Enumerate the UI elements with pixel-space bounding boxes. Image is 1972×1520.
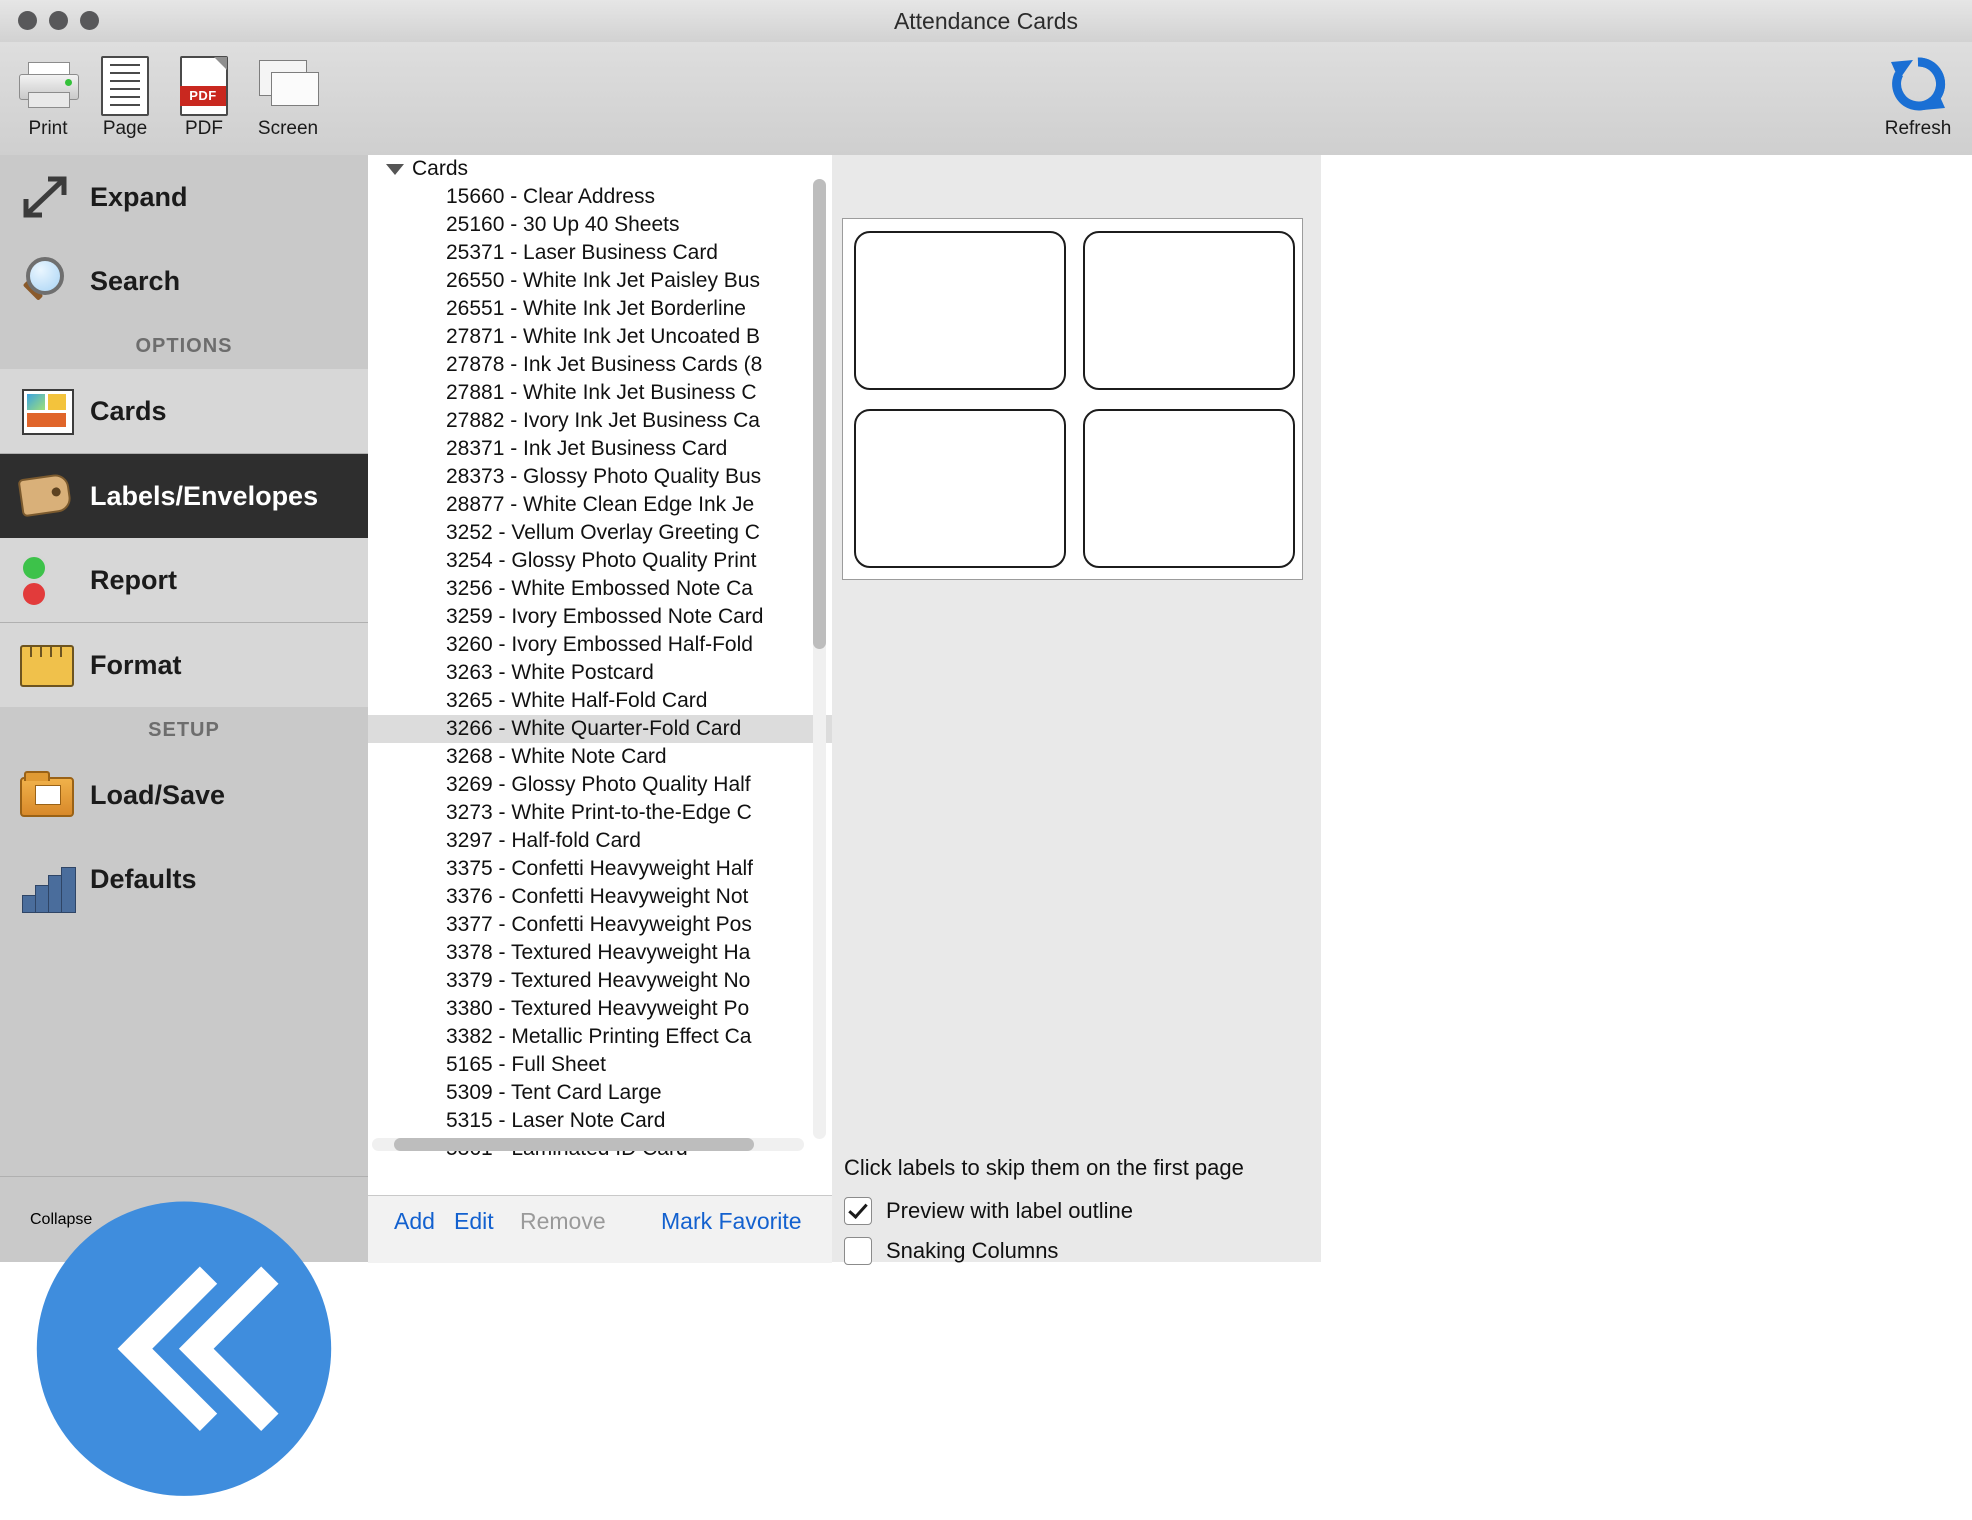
tree-item[interactable]: 3256 - White Embossed Note Ca	[446, 577, 753, 600]
snaking-columns-checkbox[interactable]	[844, 1237, 872, 1265]
magnifier-icon	[16, 253, 76, 309]
screen-button[interactable]	[240, 50, 336, 140]
sidebar-item-labels-envelopes-label: Labels/Envelopes	[90, 480, 319, 511]
sidebar-item-cards[interactable]	[0, 369, 368, 453]
skip-labels-hint: Click labels to skip them on the first page	[844, 1155, 1244, 1180]
sidebar-item-report[interactable]	[0, 538, 368, 622]
preview-with-label-outline-checkbox[interactable]	[844, 1197, 872, 1225]
sidebar-item-search-label: Search	[90, 265, 181, 296]
tree-item[interactable]: 25371 - Laser Business Card	[446, 241, 718, 264]
pdf-button[interactable]	[156, 50, 252, 140]
snaking-columns-row[interactable]	[844, 1237, 1058, 1265]
label-cell[interactable]	[854, 231, 1066, 390]
sidebar-item-collapse[interactable]	[0, 1176, 368, 1262]
tree-item[interactable]: 3378 - Textured Heavyweight Ha	[446, 941, 751, 964]
preview-with-label-outline-row[interactable]	[844, 1197, 1133, 1225]
tree-item[interactable]: 5165 - Full Sheet	[446, 1053, 606, 1076]
tree-item[interactable]: 5315 - Laser Note Card	[446, 1109, 666, 1132]
add-button[interactable]: Add	[394, 1208, 435, 1234]
tree-root-row[interactable]	[368, 155, 832, 183]
refresh-button[interactable]	[1868, 50, 1968, 140]
sidebar-item-report-label: Report	[90, 564, 177, 595]
pdf-icon	[156, 50, 252, 116]
tree-item[interactable]: 27881 - White Ink Jet Business C	[446, 381, 757, 404]
sidebar-item-defaults-label: Defaults	[90, 863, 197, 894]
tree-item[interactable]: 3266 - White Quarter-Fold Card	[368, 715, 832, 743]
tree-item[interactable]: 3252 - Vellum Overlay Greeting C	[446, 521, 760, 544]
label-cell[interactable]	[854, 409, 1066, 568]
sidebar-item-cards-label: Cards	[90, 395, 167, 426]
screen-icon	[240, 50, 336, 116]
sidebar	[0, 155, 368, 1262]
pdf-badge-label: PDF	[180, 86, 226, 106]
edit-button[interactable]: Edit	[454, 1208, 494, 1234]
tree-vertical-scrollbar[interactable]	[813, 179, 826, 1139]
tree-item[interactable]: 27878 - Ink Jet Business Cards (8	[446, 353, 763, 376]
tree-horizontal-scrollbar[interactable]	[372, 1138, 804, 1151]
tree-item[interactable]: 3377 - Confetti Heavyweight Pos	[446, 913, 752, 936]
tree-item[interactable]: 3268 - White Note Card	[446, 745, 667, 768]
tree-item[interactable]: 3375 - Confetti Heavyweight Half	[446, 857, 753, 880]
tree-item[interactable]: 28371 - Ink Jet Business Card	[446, 437, 728, 460]
refresh-button-label: Refresh	[1884, 118, 1952, 139]
sidebar-item-collapse-label: Collapse	[30, 1210, 93, 1228]
folder-icon	[16, 767, 76, 823]
refresh-icon	[1868, 50, 1968, 116]
tree-item[interactable]: 3259 - Ivory Embossed Note Card	[446, 605, 764, 628]
tree-root-label: Cards	[412, 157, 469, 180]
tree-item[interactable]: 5309 - Tent Card Large	[446, 1081, 662, 1104]
label-template-list-panel	[368, 155, 833, 1195]
pdf-button-label: PDF	[185, 118, 223, 139]
sidebar-item-format-label: Format	[90, 649, 182, 680]
sidebar-item-labels-envelopes[interactable]	[0, 454, 368, 538]
label-cell[interactable]	[1083, 409, 1295, 568]
mark-favorite-button[interactable]: Mark Favorite	[661, 1208, 802, 1234]
tree-horizontal-scroll-thumb[interactable]	[394, 1138, 754, 1151]
title-bar	[0, 0, 1972, 43]
tree-item[interactable]: 3379 - Textured Heavyweight No	[446, 969, 751, 992]
expand-arrows-icon	[16, 169, 76, 225]
cards-icon	[16, 383, 76, 439]
tree-item[interactable]: 3297 - Half-fold Card	[446, 829, 641, 852]
tree-item[interactable]: 28877 - White Clean Edge Ink Je	[446, 493, 755, 516]
list-action-bar	[368, 1195, 832, 1263]
toolbar	[0, 42, 1972, 156]
print-button-label: Print	[28, 118, 68, 139]
label-cell[interactable]	[1083, 231, 1295, 390]
page-button-label: Page	[102, 118, 148, 139]
ruler-icon	[16, 637, 76, 693]
tree-item[interactable]: 3265 - White Half-Fold Card	[446, 689, 708, 712]
sidebar-item-search[interactable]	[0, 239, 368, 323]
remove-button: Remove	[520, 1208, 606, 1234]
document-canvas[interactable]	[1321, 155, 1972, 1262]
tree-item[interactable]: 26550 - White Ink Jet Paisley Bus	[446, 269, 760, 292]
tree-item[interactable]: 26551 - White Ink Jet Borderline	[446, 297, 746, 320]
sidebar-item-format[interactable]	[0, 623, 368, 707]
screen-button-label: Screen	[257, 118, 319, 139]
tree-item[interactable]: 3269 - Glossy Photo Quality Half	[446, 773, 751, 796]
sidebar-item-expand-label: Expand	[90, 181, 188, 212]
sidebar-item-expand[interactable]	[0, 155, 368, 239]
label-preview-panel	[832, 155, 1322, 1262]
tree-item[interactable]: 3254 - Glossy Photo Quality Print	[446, 549, 757, 572]
tree-item[interactable]: 3273 - White Print-to-the-Edge C	[446, 801, 752, 824]
tree-item[interactable]: 25160 - 30 Up 40 Sheets	[446, 213, 680, 236]
sidebar-item-load-save[interactable]	[0, 753, 368, 837]
tree-item[interactable]: 3376 - Confetti Heavyweight Not	[446, 885, 749, 908]
sidebar-item-defaults[interactable]	[0, 837, 368, 921]
tree-vertical-scroll-thumb[interactable]	[813, 179, 826, 649]
chevron-down-icon[interactable]	[386, 164, 404, 175]
preview-with-label-outline-label: Preview with label outline	[886, 1198, 1134, 1223]
tree-item[interactable]: 28373 - Glossy Photo Quality Bus	[446, 465, 762, 488]
tree-item[interactable]: 27882 - Ivory Ink Jet Business Ca	[446, 409, 760, 432]
tree-item[interactable]: 3263 - White Postcard	[446, 661, 654, 684]
window-title: Attendance Cards	[893, 8, 1079, 34]
tree-item[interactable]: 3382 - Metallic Printing Effect Ca	[446, 1025, 752, 1048]
tree-item[interactable]: 27871 - White Ink Jet Uncoated B	[446, 325, 761, 348]
sidebar-options-header: OPTIONS	[135, 334, 233, 357]
tag-icon	[16, 468, 76, 524]
label-template-tree[interactable]	[368, 155, 832, 1165]
tree-item[interactable]: 3260 - Ivory Embossed Half-Fold	[446, 633, 753, 656]
sidebar-item-load-save-label: Load/Save	[90, 779, 226, 810]
sidebar-setup-header: SETUP	[148, 718, 220, 741]
tree-item[interactable]: 3380 - Textured Heavyweight Po	[446, 997, 750, 1020]
label-sheet-preview[interactable]	[842, 218, 1303, 580]
tree-item[interactable]: 15660 - Clear Address	[446, 185, 655, 208]
traffic-lights-icon	[16, 552, 76, 608]
bar-chart-icon	[20, 857, 80, 913]
snaking-columns-label: Snaking Columns	[886, 1238, 1059, 1263]
